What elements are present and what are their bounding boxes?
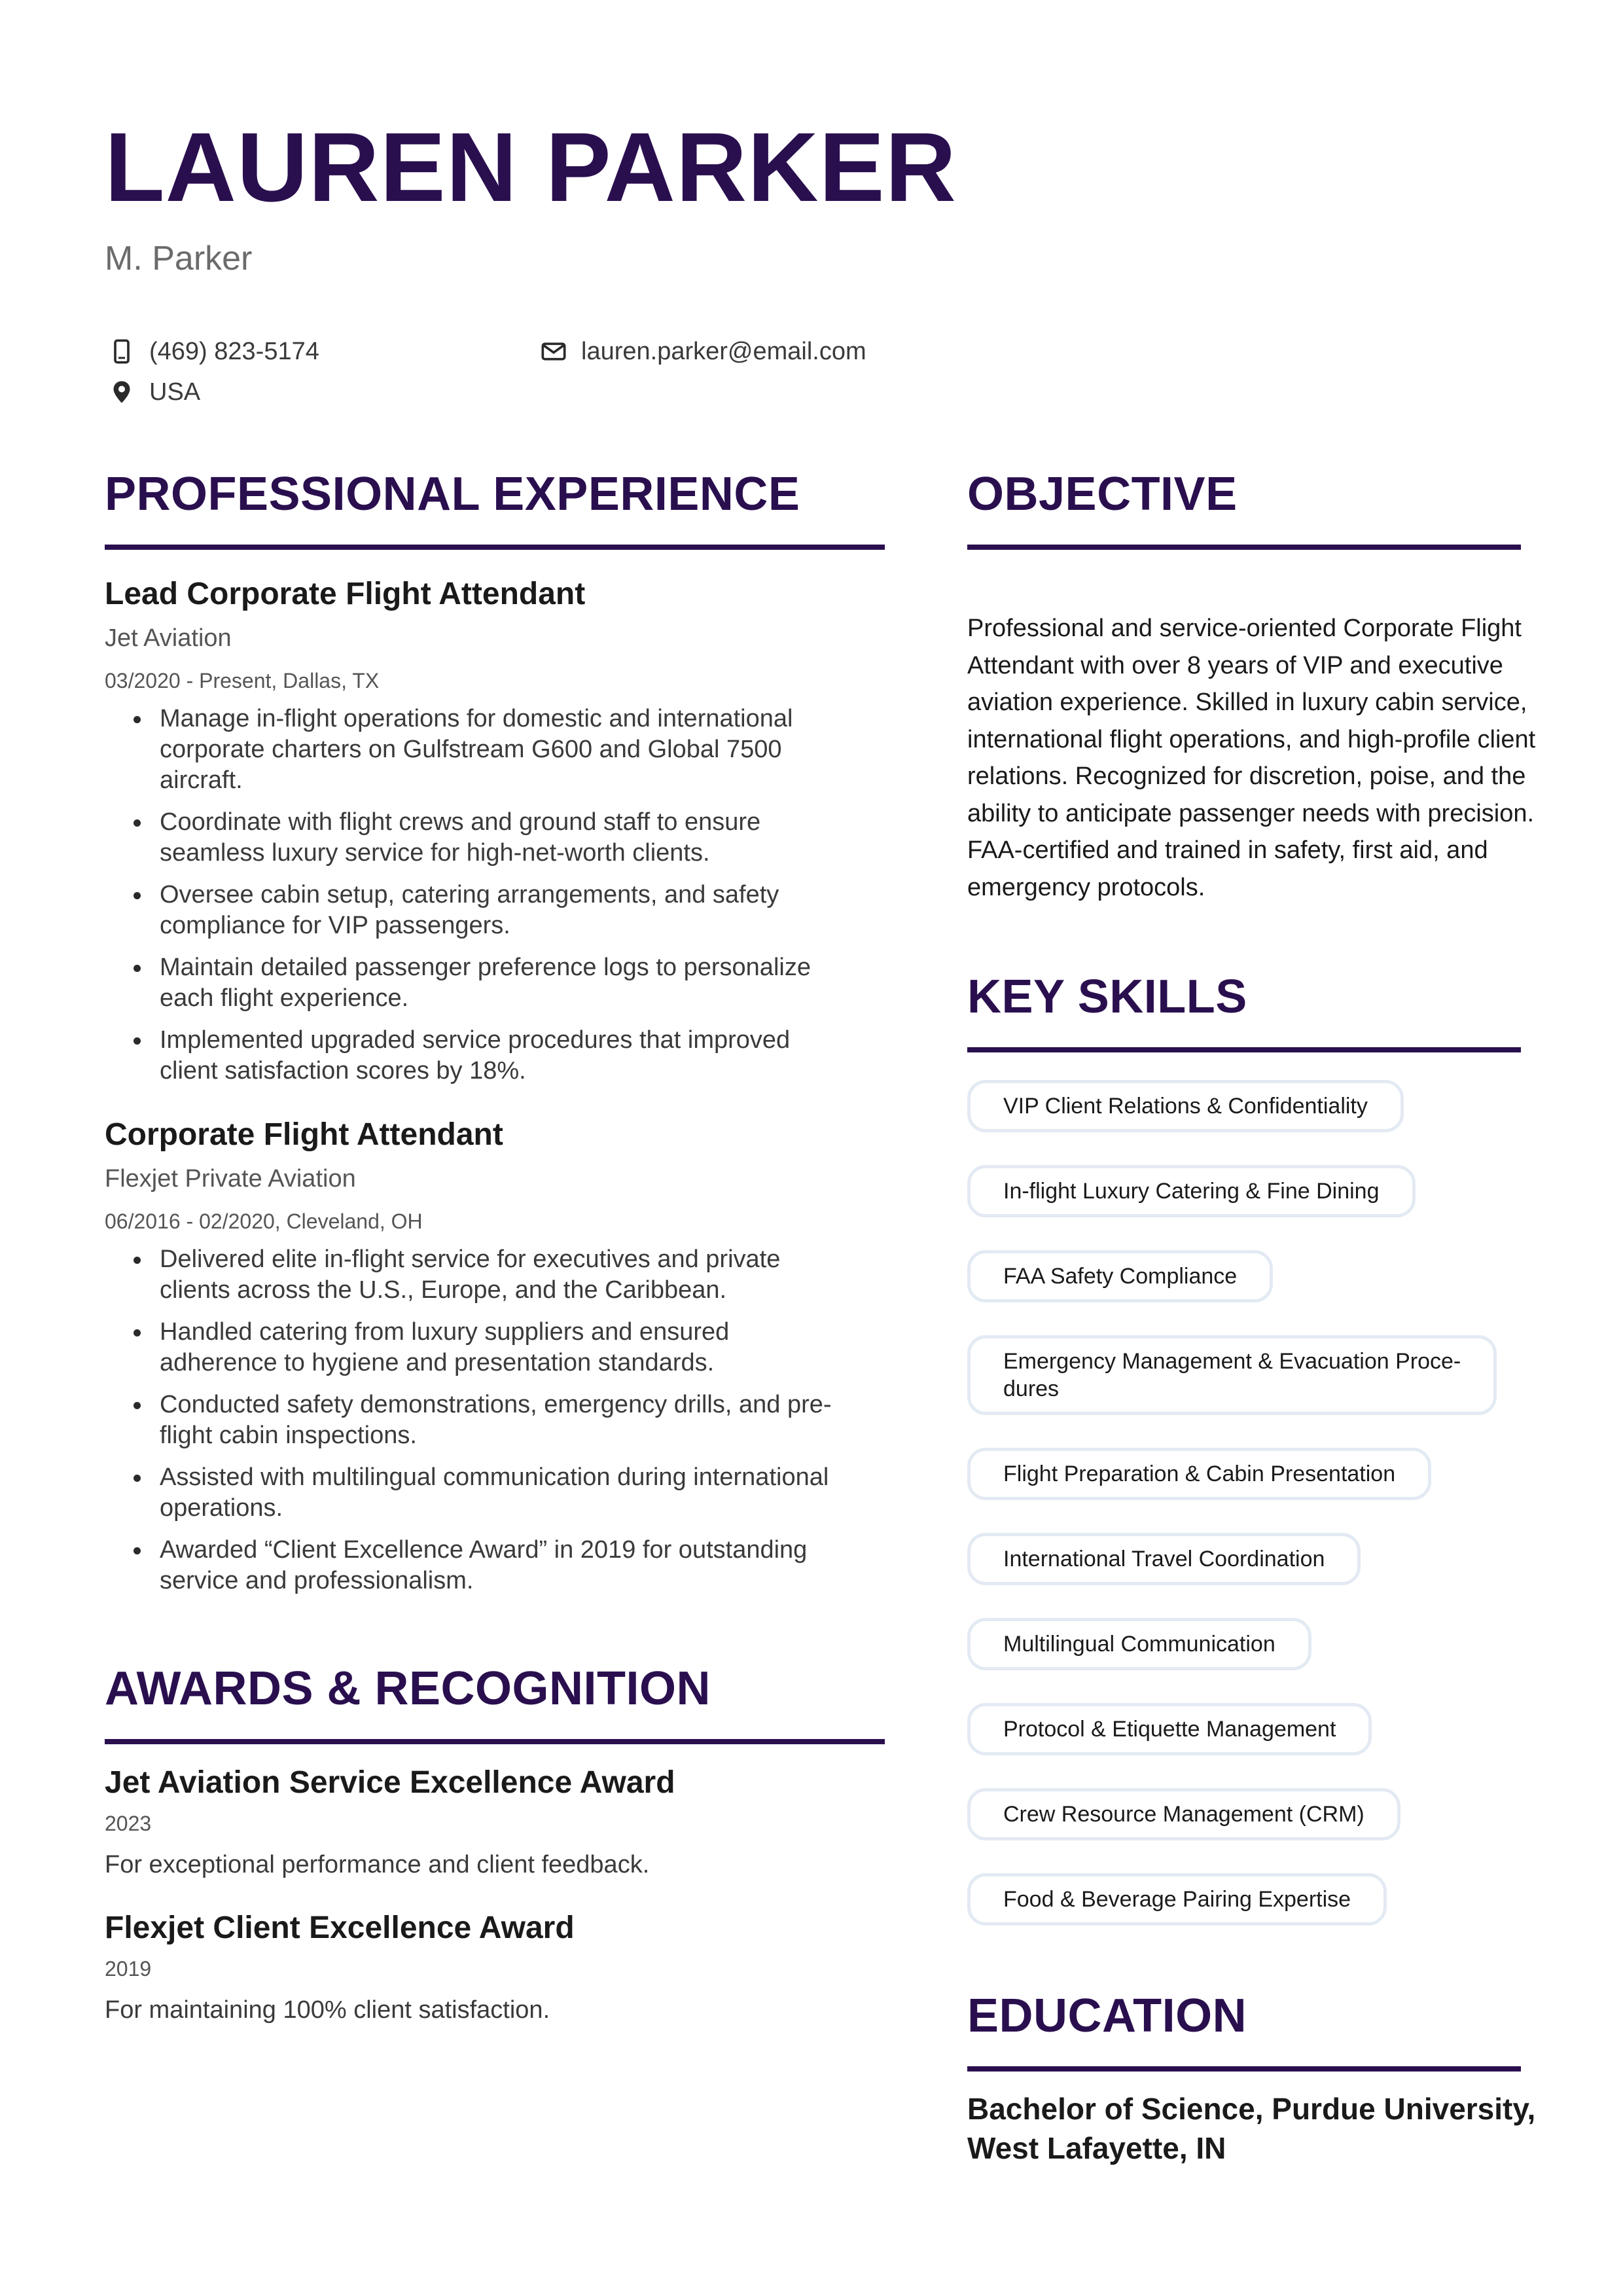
list-item: Manage in-flight operations for domestic and international corporate charters on Gulfstream G600 and Global 7500 aircraft. [105,704,844,796]
objective-heading: OBJECTIVE [967,468,1238,520]
skill-tag: In-flight Luxury Catering & Fine Dining [967,1165,1416,1217]
education-heading: EDUCATION [967,1990,1247,2042]
award-title: Jet Aviation Service Excellence Award [105,1765,675,1800]
list-item: Assisted with multilingual communication during international operations. [105,1462,844,1524]
list-item: Oversee cabin setup, catering arrangements, and safety compliance for VIP passengers. [105,880,844,941]
award-description: For exceptional performance and client feedback. [105,1851,650,1878]
experience-divider [105,545,885,550]
job-title: Corporate Flight Attendant [105,1117,503,1152]
skill-tag: FAA Safety Compliance [967,1250,1273,1302]
contact-email [541,336,866,367]
skills-heading: KEY SKILLS [967,971,1247,1023]
contact-location [109,377,200,407]
job-dates: 03/2020 - Present, Dallas, TX [105,669,380,692]
envelope-icon [541,338,567,365]
job-company: Jet Aviation [105,624,232,652]
job-dates: 06/2016 - 02/2020, Cleveland, OH [105,1210,423,1233]
experience-heading: PROFESSIONAL EXPERIENCE [105,468,800,520]
skill-tag: Food & Beverage Pairing Expertise [967,1873,1387,1926]
list-item: Coordinate with flight crews and ground staff to ensure seamless luxury service for high-net-worth clients. [105,807,844,869]
skills-divider [967,1047,1521,1052]
list-item: Conducted safety demonstrations, emergency drills, and pre-flight cabin inspections. [105,1390,844,1451]
skill-tag: Crew Resource Management (CRM) [967,1788,1400,1840]
list-item: Handled catering from luxury suppliers and ensured adherence to hygiene and presentation standards. [105,1317,844,1378]
skill-tag: Protocol & Etiquette Management [967,1703,1372,1755]
award-title: Flexjet Client Excellence Award [105,1910,575,1945]
candidate-subtitle: M. Parker [105,240,253,278]
education-degree: Bachelor of Science, Purdue University, West Lafayette, IN [967,2092,1536,2165]
email-text: lauren.parker@email.com [581,338,866,365]
list-item: Implemented upgraded service procedures that improved client satisfaction scores by 18%. [105,1025,844,1086]
phone-text: (469) 823-5174 [149,338,319,365]
job-bullets [105,1244,844,1607]
award-year: 2019 [105,1957,152,1981]
contact-phone [109,336,319,367]
skill-tag: Multilingual Communication [967,1618,1311,1670]
skill-tag: VIP Client Relations & Confidentiality [967,1080,1404,1132]
job-company: Flexjet Private Aviation [105,1165,356,1193]
skill-tag: Flight Preparation & Cabin Presentation [967,1448,1431,1500]
awards-heading: AWARDS & RECOGNITION [105,1662,711,1715]
location-text: USA [149,378,201,406]
list-item: Awarded “Client Excellence Award” in 2019 for outstanding service and professionalism. [105,1535,844,1596]
location-pin-icon [109,379,135,405]
candidate-name: LAUREN PARKER [105,112,957,222]
skill-tag: Emergency Management & Evacuation Proce- dures [967,1335,1497,1415]
award-year: 2023 [105,1812,152,1835]
list-item: Delivered elite in-flight service for executives and private clients across the U.S., Europe, and the Caribbean. [105,1244,844,1306]
job-bullets [105,704,844,1098]
job-title: Lead Corporate Flight Attendant [105,577,586,611]
education-divider [967,2066,1521,2072]
list-item: Maintain detailed passenger preference logs to personalize each flight experience. [105,952,844,1014]
objective-paragraph: Professional and service-oriented Corporate Flight Attendant with over 8 years of VIP and executive aviation experience. Skilled in luxury cabin service, international flight operations, and high-profile client relations. Recognized for discretion, poise, and the ability to anticipate passenger needs with precision. FAA-certified and trained in safety, first aid, and emergency protocols. [967,615,1536,901]
phone-icon [109,338,135,365]
objective-divider [967,545,1521,550]
awards-divider [105,1739,885,1744]
skill-tag: International Travel Coordination [967,1533,1361,1585]
award-description: For maintaining 100% client satisfaction. [105,1996,550,2024]
